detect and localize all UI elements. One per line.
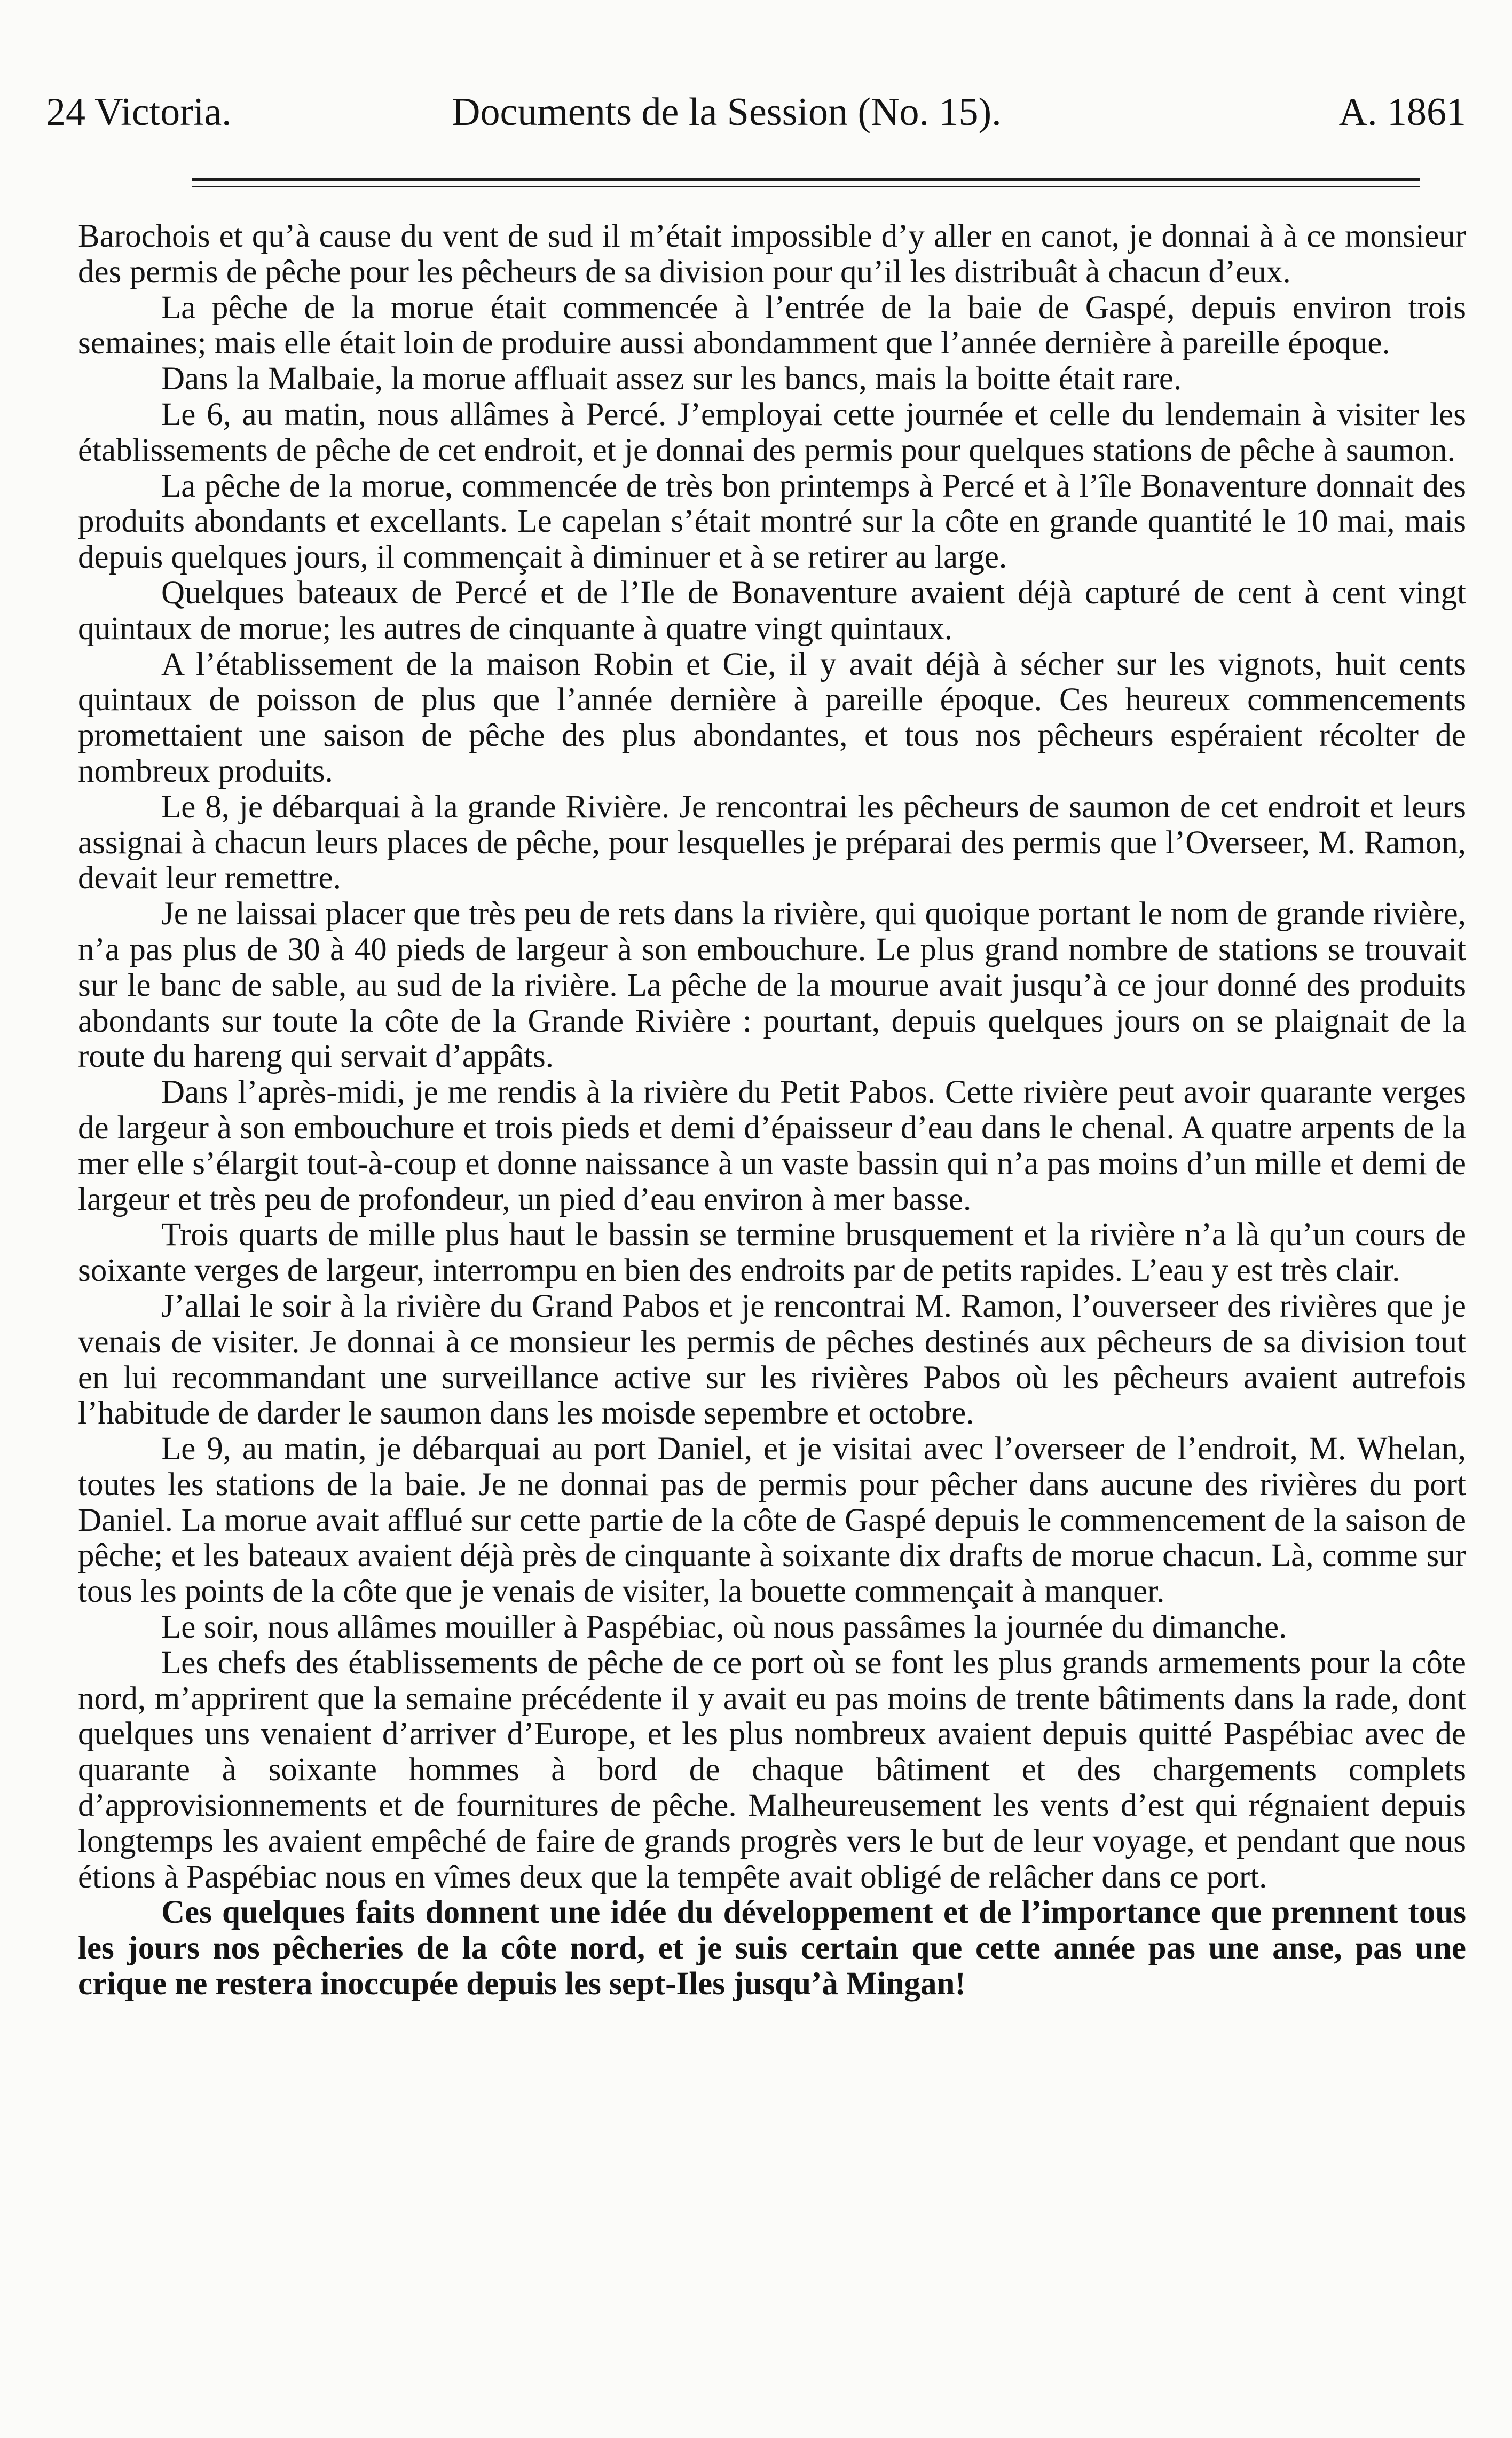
paragraph: La pêche de la morue était commencée à l’entrée de la baie de Gaspé, depuis environ trois semaines; mais elle était loin de produire aussi abondamment que l’année dernière à pareille époque. [78,289,1466,361]
header-rule-thin [192,186,1420,187]
paragraph: Le 6, au matin, nous allâmes à Percé. J’employai cette journée et celle du lendemain à visiter les établissements de pêche de cet endroit, et je donnai des permis pour quelques stations de pêche à saumon. [78,396,1466,468]
paragraph: La pêche de la morue, commencée de très bon printemps à Percé et à l’île Bonaventure donnait des produits abondants et excellants. Le capelan s’était montré sur la côte en grande quantité le 10 mai, mais depuis quelques jours, il commençait à diminuer et à se retirer au large. [78,468,1466,576]
paragraph: Quelques bateaux de Percé et de l’Ile de Bonaventure avaient déjà capturé de cent à cent vingt quintaux de morue; les autres de cinquante à quatre vingt quintaux. [78,575,1466,647]
paragraph: Trois quarts de mille plus haut le bassin se termine brusquement et la rivière n’a là qu’un cours de soixante verges de largeur, interrompu en bien des endroits par de petits rapides. L’eau y est très clair. [78,1217,1466,1289]
paragraph: Barochois et qu’à cause du vent de sud il m’était impossible d’y aller en canot, je donnai à à ce monsieur des permis de pêche pour les pêcheurs de sa division pour qu’il les distribuât à chacun d’eux. [78,218,1466,290]
paragraph: Dans la Malbaie, la morue affluait assez sur les bancs, mais la boitte était rare. [161,361,1182,397]
header-year-label: A. 1861 [1338,90,1466,134]
paragraph: Le 8, je débarquai à la grande Rivière. Je rencontrai les pêcheurs de saumon de cet endroit et leurs assignai à chacun leurs places de pêche, pour lesquelles je préparai des permis que l’Overseer, M. Ramon, devait leur remettre. [78,789,1466,896]
header-document-title: Documents de la Session (No. 15). [452,90,1002,134]
body-text [78,219,1466,2002]
paragraph: Je ne laissai placer que très peu de rets dans la rivière, qui quoique portant le nom de grande rivière, n’a pas plus de 30 à 40 pieds de largeur à son embouchure. Le plus grand nombre de stations se trouvait sur le banc de sable, au sud de la rivière. La pêche de la mourue avait jusqu’à ce jour donné des produits abondants sur toute la côte de la Grande Rivière : pourtant, depuis quelques jours on se plaignait de la route du hareng qui servait d’appâts. [78,896,1466,1075]
header-session-label: 24 Victoria. [46,90,232,134]
paragraph: Les chefs des établissements de pêche de ce port où se font les plus grands armements pour la côte nord, m’apprirent que la semaine précédente il y avait eu pas moins de trente bâtiments dans la rade, dont quelques uns venaient d’arriver d’Europe, et les plus nombreux avaient depuis quitté Paspébiac avec de quarante à soixante hommes à bord de chaque bâtiment et des chargements complets d’approvisionnements et de fournitures de pêche. Malheureusement les vents d’est qui régnaient depuis longtemps les avaient empêché de faire de grands progrès vers le but de leur voyage, et pendant que nous étions à Paspébiac nous en vîmes deux que la tempête avait obligé de relâcher dans ce port. [78,1645,1466,1895]
paragraph: A l’établissement de la maison Robin et Cie, il y avait déjà à sécher sur les vignots, huit cents quintaux de poisson de plus que l’année dernière à pareille époque. Ces heureux commencements promettaient une saison de pêche des plus abondantes, et tous nos pêcheurs espéraient récolter de nombreux produits. [78,646,1466,789]
paragraph: Ces quelques faits donnent une idée du développement et de l’importance que prennent tous les jours nos pêcheries de la côte nord, et je suis certain que cette année pas une anse, pas une crique ne restera inoccupée depuis les sept-Iles jusqu’à Mingan! [78,1894,1466,2002]
running-header [46,80,1466,144]
paragraph: Le 9, au matin, je débarquai au port Daniel, et je visitai avec l’overseer de l’endroit, M. Whelan, toutes les stations de la baie. Je ne donnai pas de permis pour pêcher dans aucune des rivières du port Daniel. La morue avait afflué sur cette partie de la côte de Gaspé depuis le commencement de la saison de pêche; et les bateaux avaient déjà près de cinquante à soixante dix drafts de morue chacun. Là, comme sur tous les points de la côte que je venais de visiter, la bouette commençait à manquer. [78,1431,1466,1610]
paragraph: J’allai le soir à la rivière du Grand Pabos et je rencontrai M. Ramon, l’ouverseer des rivières que je venais de visiter. Je donnai à ce monsieur les permis de pêches destinés aux pêcheurs de sa division tout en lui recommandant une surveillance active sur les rivières Pabos où les pêcheurs avaient autrefois l’habitude de darder le saumon dans les moisde sepembre et octobre. [78,1288,1466,1432]
paragraph: Le soir, nous allâmes mouiller à Paspébiac, où nous passâmes la journée du dimanche. [161,1609,1287,1646]
header-rule-thick [192,178,1420,181]
paragraph: Dans l’après-midi, je me rendis à la rivière du Petit Pabos. Cette rivière peut avoir quarante verges de largeur à son embouchure et trois pieds et demi d’épaisseur d’eau dans le chenal. A quatre arpents de la mer elle s’élargit tout-à-coup et donne naissance à un vaste bassin qui n’a pas moins d’un mille et demi de largeur et très peu de profondeur, un pied d’eau environ à mer basse. [78,1074,1466,1217]
